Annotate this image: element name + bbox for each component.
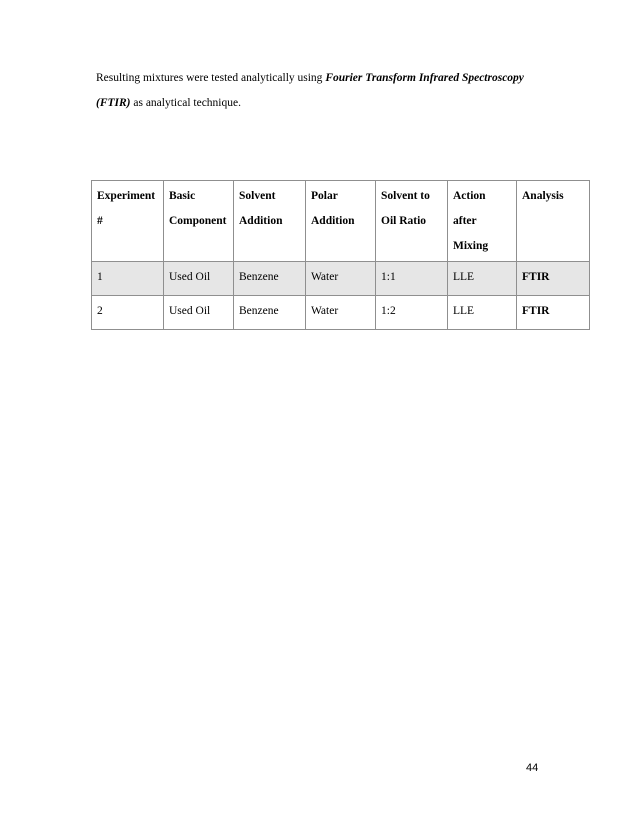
page-number: 44 xyxy=(526,762,539,774)
intro-emphasis-2: (FTIR) xyxy=(96,97,131,109)
intro-text-2: as analytical technique. xyxy=(130,97,241,109)
cell-experiment: 1 xyxy=(92,262,164,296)
header-action-after-mixing: Action after Mixing xyxy=(448,181,517,262)
header-polar-addition: Polar Addition xyxy=(306,181,376,262)
table-row xyxy=(92,262,590,296)
experiment-table-container xyxy=(91,180,589,330)
cell-basic-component: Used Oil xyxy=(164,296,234,330)
header-solvent-addition: Solvent Addition xyxy=(234,181,306,262)
cell-solvent-addition: Benzene xyxy=(234,262,306,296)
cell-solvent-oil-ratio: 1:2 xyxy=(376,296,448,330)
table-row xyxy=(92,296,590,330)
cell-action: LLE xyxy=(448,262,517,296)
cell-polar-addition: Water xyxy=(306,262,376,296)
cell-polar-addition: Water xyxy=(306,296,376,330)
header-solvent-oil-ratio: Solvent to Oil Ratio xyxy=(376,181,448,262)
cell-basic-component: Used Oil xyxy=(164,262,234,296)
cell-action: LLE xyxy=(448,296,517,330)
header-analysis: Analysis xyxy=(517,181,590,262)
intro-text-1: Resulting mixtures were tested analytically using xyxy=(96,72,326,84)
cell-analysis: FTIR xyxy=(517,296,590,330)
cell-experiment: 2 xyxy=(92,296,164,330)
intro-emphasis-1: Fourier Transform Infrared Spectroscopy xyxy=(325,72,524,84)
table-header-row xyxy=(92,181,590,262)
header-basic-component: Basic Component xyxy=(164,181,234,262)
header-experiment: Experiment # xyxy=(92,181,164,262)
experiment-table xyxy=(91,180,590,330)
cell-solvent-oil-ratio: 1:1 xyxy=(376,262,448,296)
cell-analysis: FTIR xyxy=(517,262,590,296)
cell-solvent-addition: Benzene xyxy=(234,296,306,330)
intro-paragraph xyxy=(96,66,576,116)
